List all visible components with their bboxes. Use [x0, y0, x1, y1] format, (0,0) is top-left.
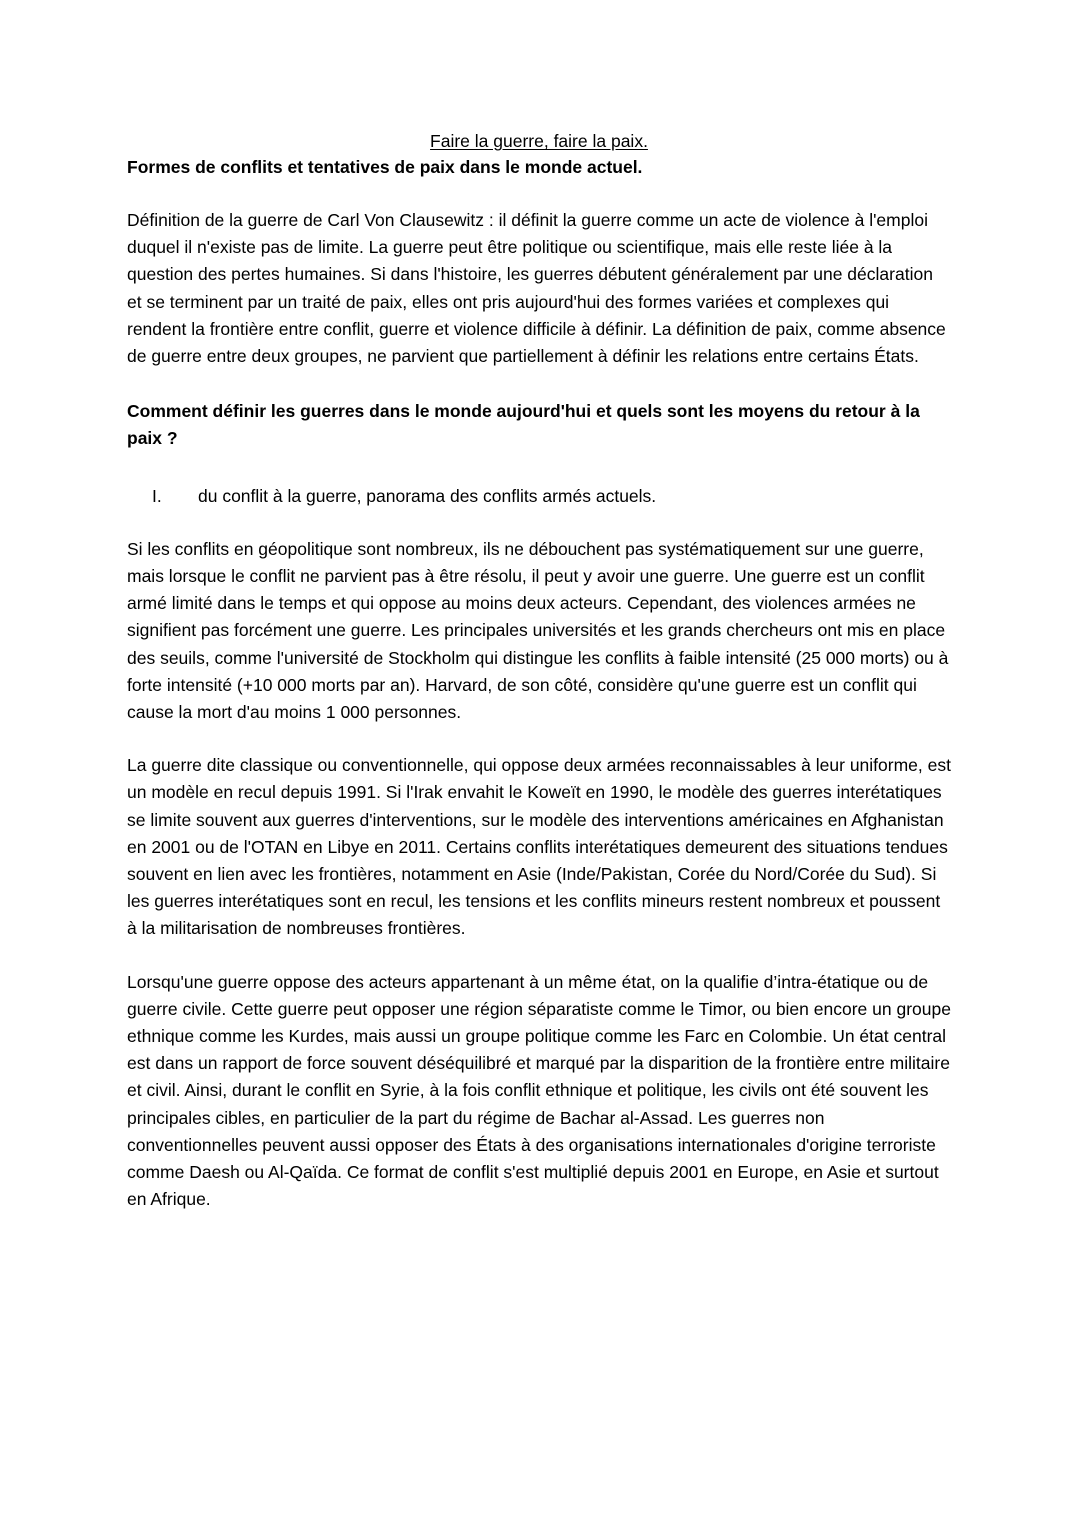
document-title: Faire la guerre, faire la paix.	[430, 131, 648, 151]
document-subtitle: Formes de conflits et tentatives de paix dans le monde actuel.	[127, 157, 643, 177]
document-body	[127, 128, 951, 1214]
intro-paragraph: Définition de la guerre de Carl Von Clausewitz : il définit la guerre comme un acte de violence à l'emploi duquel il n'existe pas de limite. La guerre peut être politique ou scientifique, mais elle reste liée à la question des pertes humaines. Si dans l'histoire, les guerres débutent généralement par une déclaration et se terminent par un traité de paix, elles ont pris aujourd'hui des formes variées et complexes qui rendent la frontière entre conflit, guerre et violence difficile à définir. La définition de paix, comme absence de guerre entre deux groupes, ne parvient que partiellement à définir les relations entre certains États.	[127, 210, 946, 367]
body-paragraph-1: Si les conflits en géopolitique sont nombreux, ils ne débouchent pas systématiquement sur une guerre, mais lorsque le conflit ne parvient pas à être résolu, il peut y avoir une guerre. Une guerre est un conflit armé limité dans le temps et qui oppose au moins deux acteurs. Cependant, des violences armées ne signifient pas forcément une guerre. Les principales universités et les grands chercheurs ont mis en place des seuils, comme l'université de Stockholm qui distingue les conflits à faible intensité (25 000 morts) ou à forte intensité (+10 000 morts par an). Harvard, de son côté, considère qu'une guerre est un conflit qui cause la mort d'au moins 1 000 personnes.	[127, 538, 949, 723]
section-one-marker: I.	[152, 485, 162, 506]
body-paragraph-2: La guerre dite classique ou conventionnelle, qui oppose deux armées reconnaissables à leur uniforme, est un modèle en recul depuis 1991. Si l'Irak envahit le Koweït en 1990, le modèle des guerres interétatiques se limite souvent aux guerres d'interventions, sur le modèle des interventions américaines en Afghanistan en 2001 ou de l'OTAN en Libye en 2011. Certains conflits interétatiques demeurent des situations tendues souvent en lien avec les frontières, notamment en Asie (Inde/Pakistan, Corée du Nord/Corée du Sud). Si les guerres interétatiques sont en recul, les tensions et les conflits mineurs restent nombreux et poussent à la militarisation de nombreuses frontières.	[127, 755, 951, 939]
section-one-heading: du conflit à la guerre, panorama des conflits armés actuels.	[198, 485, 657, 506]
body-paragraph-3: Lorsqu'une guerre oppose des acteurs appartenant à un même état, on la qualifie d’intra-étatique ou de guerre civile. Cette guerre peut opposer une région séparatiste comme le Timor, ou bien encore un groupe ethnique comme les Kurdes, mais aussi un groupe politique comme les Farc en Colombie. Un état central est dans un rapport de force souvent déséquilibré et marqué par la disparition de la frontière entre militaire et civil. Ainsi, durant le conflit en Syrie, à la fois conflit ethnique et politique, les civils ont été souvent les principales cibles, en particulier de la part du régime de Bachar al-Assad. Les guerres non conventionnelles peuvent aussi opposer des États à des organisations internationales d'origine terroriste comme Daesh ou Al-Qaïda. Ce format de conflit s'est multiplié depuis 2001 en Europe, en Asie et surtout en Afrique.	[127, 971, 951, 1210]
problematique-heading: Comment définir les guerres dans le monde aujourd'hui et quels sont les moyens du retour à la paix ?	[127, 401, 920, 449]
section-one-list-item	[127, 483, 951, 510]
